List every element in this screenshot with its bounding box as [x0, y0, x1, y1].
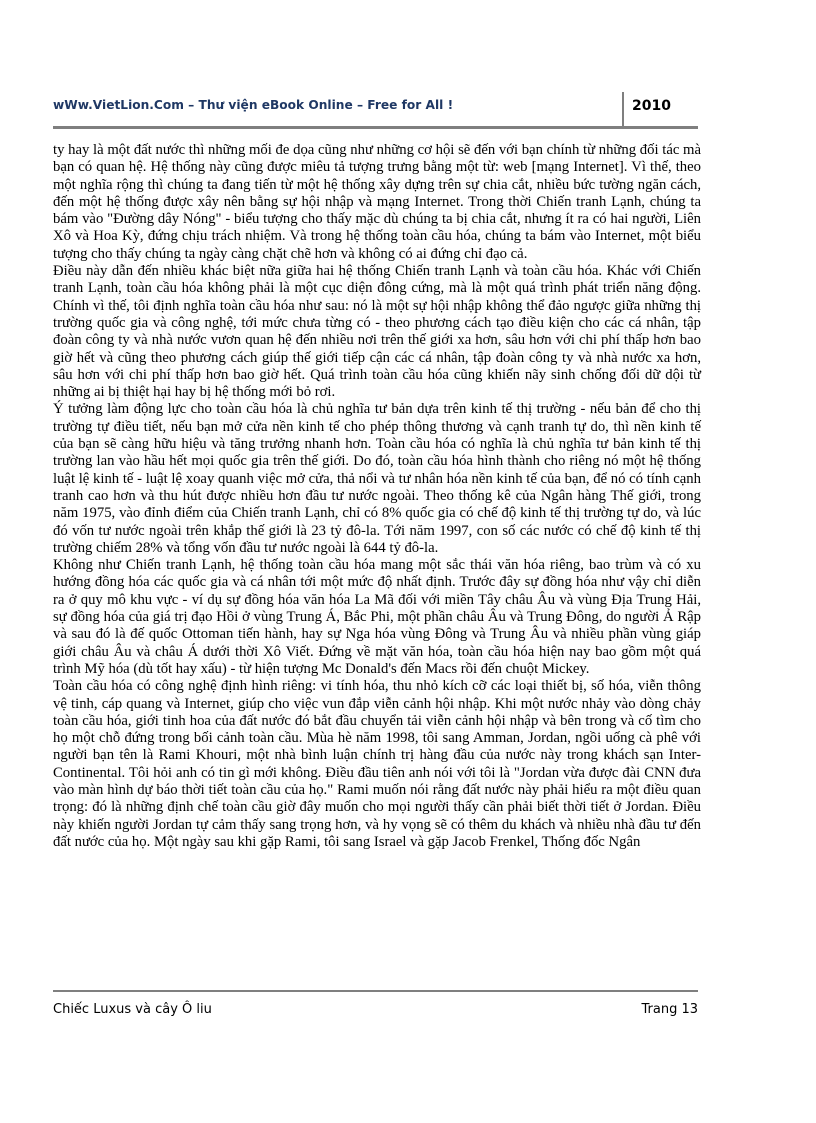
page-header	[53, 92, 698, 129]
footer-page-number: Trang 13	[641, 1002, 698, 1017]
footer-book-title: Chiếc Luxus và cây Ô liu	[53, 1002, 212, 1017]
paragraph: Không như Chiến tranh Lạnh, hệ thống toàn cầu hóa mang một sắc thái văn hóa riêng, bao trùm và có xu hướng đồng hóa các quốc gia và cá nhân tới một mức độ nhất định. Trước đây sự đồng hóa như vậy chỉ diễn ra ở quy mô khu vực - ví dụ sự đồng hóa văn hóa La Mã đối với miền Tây châu Âu và vùng Địa Trung Hải, sự đồng hóa của giá trị đạo Hồi ở vùng Trung Á, Bắc Phi, một phần châu Âu và Trung Đông, do người Ả Rập và sau đó là đế quốc Ottoman tiến hành, hay sự Nga hóa vùng Đông và Trung Âu và nhiều phần vùng giáp giới châu Âu và châu Á dưới thời Xô Viết. Đứng về mặt văn hóa, toàn cầu hóa hiện nay bao gồm một quá trình Mỹ hóa (dù tốt hay xấu) - từ hiện tượng Mc Donald's đến Macs rồi đến chuột Mickey.	[53, 557, 701, 677]
paragraph: Ý tưởng làm động lực cho toàn cầu hóa là chủ nghĩa tư bản dựa trên kinh tế thị trường - nếu bản để cho thị trường tự điều tiết, nếu bạn mở cửa nền kinh tế cho phép thông thương và cạnh tranh tự do, thì nền kinh tế của bạn sẽ càng hữu hiệu và tăng trưởng nhanh hơn. Toàn cầu hóa có nghĩa là chủ nghĩa tư bản kinh tế thị trường lan vào hầu hết mọi quốc gia trên thế giới. Do đó, toàn cầu hóa hình thành cho riêng nó một hệ thống luật lệ kinh tế - luật lệ xoay quanh việc mở cửa, thả nổi và tư nhân hóa nền kinh tế của bạn, để nó có tính cạnh tranh cao hơn và thu hút được nhiều hơn đầu tư nước ngoài. Theo thống kê của Ngân hàng Thế giới, trong năm 1975, vào đỉnh điểm của Chiến tranh Lạnh, chỉ có 8% quốc gia có chế độ kinh tế thị trường tự do, và lúc đó vốn tư nước ngoài trên khắp thế giới là 23 tỷ đô-la. Tới năm 1997, con số các nước có chế độ kinh tế thị trường chiếm 28% và tổng vốn đầu tư nước ngoài là 644 tỷ đô-la.	[53, 401, 701, 556]
paragraph: Điều này dẫn đến nhiều khác biệt nữa giữa hai hệ thống Chiến tranh Lạnh và toàn cầu hóa. Khác với Chiến tranh Lạnh, toàn cầu hóa không phải là một cục diện đông cứng, mà là một quá trình phát triển năng động. Chính vì thế, tôi định nghĩa toàn cầu hóa như sau: nó là một sự hội nhập không thể đảo ngược giữa những thị trường quốc gia và công nghệ, tới mức chưa từng có - theo phương cách tạo điều kiện cho các cá nhân, tập đoàn công ty và nhà nước vươn quan hệ đến nhiều nơi trên thế giới xa hơn, sâu hơn với chi phí thấp hơn bao giờ hết và cũng theo phương cách giúp thế giới tiếp cận các cá nhân, tập đoàn công ty và nhà nước xa hơn, sâu hơn với chi phí thấp hơn bao giờ hết. Quá trình toàn cầu hóa cũng khiến nãy sinh chống đối dữ dội từ những ai bị thiệt hại hay bị hệ thống mới bỏ rơi.	[53, 263, 701, 401]
page-body	[53, 142, 701, 851]
header-divider	[622, 92, 624, 126]
paragraph: Toàn cầu hóa có công nghệ định hình riêng: vi tính hóa, thu nhỏ kích cỡ các loại thiết bị, số hóa, viễn thông vệ tinh, cáp quang và Internet, giúp cho việc vun đắp viễn cảnh hội nhập. Khi một nước nhảy vào dòng chảy toàn cầu hóa, giới tinh hoa của đất nước đó bắt đầu chuyển tải viễn cảnh hội nhập và bên trong và cố tìm cho họ một chỗ đứng trong bối cảnh toàn cầu. Mùa hè năm 1998, tôi sang Amman, Jordan, ngồi uống cà phê với người bạn tên là Rami Khouri, một nhà bình luận chính trị hàng đầu của nước này trong khách sạn Inter-Continental. Tôi hỏi anh có tin gì mới không. Điều đầu tiên anh nói với tôi là "Jordan vừa được đài CNN đưa vào màn hình dự báo thời tiết toàn cầu của họ." Rami muốn nói rằng đất nước này phải hiểu ra một điều quan trọng: đó là những định chế toàn cầu giờ đây muốn cho mọi người thấy cần phải biết thời tiết ở Jordan. Điều này khiến người Jordan tự cảm thấy sang trọng hơn, và hy vọng sẽ có thêm du khách và nhiều nhà đầu tư đến đất nước của họ. Một ngày sau khi gặp Rami, tôi sang Israel và gặp Jacob Frenkel, Thống đốc Ngân	[53, 678, 701, 850]
paragraph: ty hay là một đất nước thì những mối đe dọa cũng như những cơ hội sẽ đến với bạn chính từ những đối tác mà bạn có quan hệ. Hệ thống này cũng được miêu tả tượng trưng bằng một từ: web [mạng Internet]. Vì thế, theo một nghĩa rộng thì chúng ta đang tiến từ một hệ thống xây dựng trên sự chia cắt, nhiều bức tường ngăn cách, đến một hệ thống được xây nên bằng sự hội nhập và mạng Internet. Trong thời Chiến tranh Lạnh, chúng ta bám vào "Đường dây Nóng" - biểu tượng cho thấy mặc dù chúng ta bị chia cắt, nhưng ít ra có hai người, Liên Xô và Hoa Kỳ, đứng chịu trách nhiệm. Và trong hệ thống toàn cầu hóa, chúng ta bám vào Internet, một biểu tượng cho thấy chúng ta ngày càng chặt chẽ hơn và không có ai đứng chỉ đạo cả.	[53, 142, 701, 262]
header-site-title: wWw.VietLion.Com – Thư viện eBook Online – Free for All !	[53, 98, 454, 112]
page-footer	[53, 990, 698, 1026]
header-year: 2010	[632, 98, 671, 114]
